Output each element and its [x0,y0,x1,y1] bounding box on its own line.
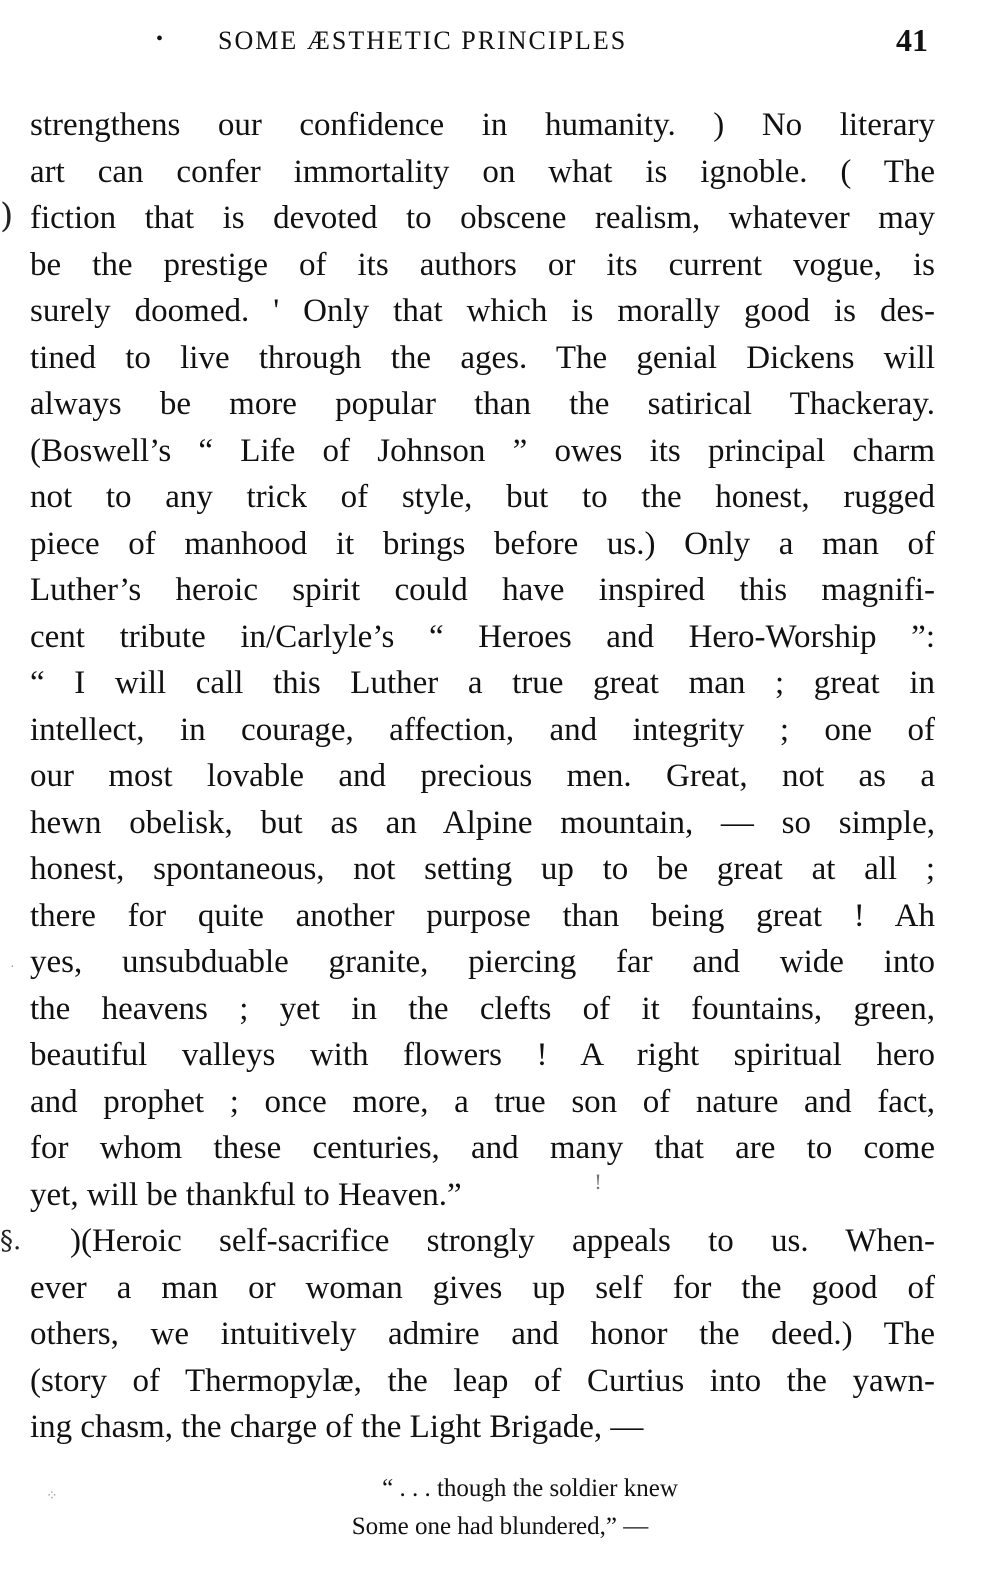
text-line: “ I will call this Luther a true great man ; great in [30,665,935,701]
text-line: ever a man or woman gives up self for the good of [30,1269,935,1306]
page-header [150,20,940,64]
text-line: intellect, in courage, affection, and integrity ; one of [30,711,935,748]
text-line: (Boswell’s “ Life of Johnson ” owes its principal charm [30,432,935,469]
running-title: SOME ÆSTHETIC PRINCIPLES [218,26,628,55]
header-bullet: • [156,28,164,50]
text-line: beautiful valleys with flowers ! A right spiritual hero [30,1037,935,1073]
text-line: art can confer immortality on what is ignoble. ( The [30,153,935,190]
text-line: always be more popular than the satirical Thackeray. [30,386,935,422]
margin-scribble-mark: §. [0,1226,22,1256]
text-line: and prophet ; once more, a true son of nature and fact, [30,1083,935,1120]
text-line: cent tribute in/Carlyle’s “ Heroes and Hero-Worship ”: [30,618,935,655]
verse-line: Some one had blundered,” — [351,1513,649,1540]
paper-speck: ⁘ [46,1489,58,1504]
verse-quotation [0,1470,1000,1546]
margin-paren-mark: ) [0,196,14,236]
text-line: ing chasm, the charge of the Light Brigade, — [30,1409,644,1445]
text-line: hewn obelisk, but as an Alpine mountain, — so simple, [30,804,935,841]
text-line: yes, unsubduable granite, piercing far and wide into [30,944,935,980]
text-line: not to any trick of style, but to the honest, rugged [30,479,935,515]
text-line: fiction that is devoted to obscene realism, whatever may [30,200,935,236]
text-line: others, we intuitively admire and honor the deed.) The [30,1316,935,1352]
text-line: yet, will be thankful to Heaven.” [30,1176,462,1213]
text-line: Luther’s heroic spirit could have inspired this magnifi- [30,572,935,608]
text-line: )(Heroic self-sacrifice strongly appeals to us. When- [70,1223,935,1259]
text-line: strengthens our confidence in humanity. ) No literary [30,107,935,143]
body-text [30,102,935,1451]
page-number: 41 [896,22,928,58]
text-line: the heavens ; yet in the clefts of it fountains, green, [30,990,935,1027]
verse-line: “ . . . though the soldier knew [382,1475,678,1502]
text-line: for whom these centuries, and many that are to come [30,1130,935,1166]
text-line: tined to live through the ages. The genial Dickens will [30,339,935,376]
text-line: surely doomed. ' Only that which is morally good is des- [30,293,935,329]
text-line: there for quite another purpose than being great ! Ah [30,897,935,934]
text-line: piece of manhood it brings before us.) Only a man of [30,525,935,562]
stray-pencil-mark: ! [594,1170,603,1194]
text-line: (story of Thermopylæ, the leap of Curtius into the yawn- [30,1362,935,1399]
text-line: be the prestige of its authors or its current vogue, is [30,246,935,283]
text-line: our most lovable and precious men. Great, not as a [30,758,935,794]
text-line: honest, spontaneous, not setting up to be great at all ; [30,851,935,887]
paper-speck: · [10,960,15,975]
